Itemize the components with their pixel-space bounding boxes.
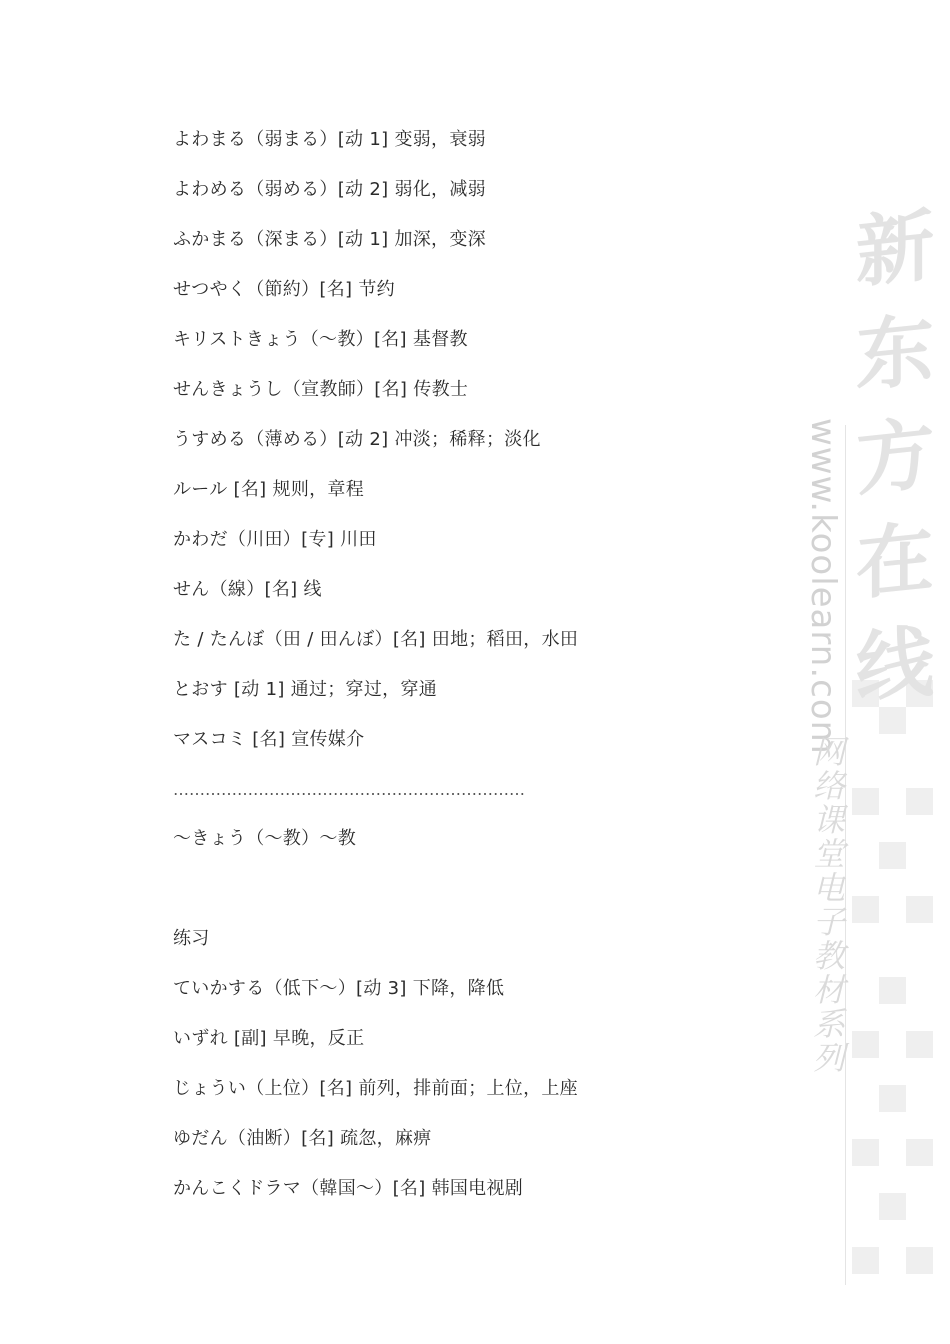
- vocab-entry: せん（線）[名] 线: [173, 579, 322, 600]
- practice-entry: ゆだん（油断）[名] 疏忽，麻痹: [173, 1128, 432, 1149]
- vocab-entry: よわまる（弱まる）[动 1] 变弱，衰弱: [173, 129, 486, 150]
- practice-entry: じょうい（上位）[名] 前列，排前面；上位，上座: [173, 1078, 578, 1099]
- watermark-url: www.koolearn.com: [803, 418, 843, 755]
- brand-char: 东: [855, 303, 934, 404]
- vocab-entry: せんきょうし（宣教師）[名] 传教士: [173, 379, 469, 400]
- practice-entry: ていかする（低下～）[动 3] 下降，降低: [173, 978, 505, 999]
- vocab-entry: とおす [动 1] 通过；穿过，穿通: [173, 679, 438, 700]
- vocab-entry: うすめる（薄める）[动 2] 冲淡；稀释；淡化: [173, 429, 541, 450]
- brand-char: 新: [855, 199, 934, 300]
- vocab-entry: かわだ（川田）[专] 川田: [173, 529, 377, 550]
- practice-entry: かんこくドラマ（韓国～）[名] 韩国电视剧: [173, 1178, 524, 1199]
- vocab-entry: せつやく（節約）[名] 节约: [173, 279, 395, 300]
- watermark-series: 网络课堂电子教材系列: [808, 735, 846, 1075]
- brand-char: 方: [855, 407, 934, 508]
- vocab-entry: ふかまる（深まる）[动 1] 加深，变深: [173, 229, 486, 250]
- vocab-entry: ルール [名] 规则，章程: [173, 479, 365, 500]
- dotted-divider: …………………………………………………………: [173, 780, 525, 799]
- brand-char: 在: [855, 511, 934, 612]
- practice-entry: いずれ [副] 早晚，反正: [173, 1028, 365, 1049]
- vocab-entry: キリストきょう（～教）[名] 基督教: [173, 329, 468, 350]
- grammar-item: ～きょう（～教）～教: [173, 828, 356, 849]
- brand-char: 线: [855, 615, 934, 716]
- watermark-brand-logo: [852, 193, 938, 722]
- practice-heading: 练习: [173, 928, 210, 949]
- vocab-entry: た / たんぼ（田 / 田んぼ）[名] 田地；稻田，水田: [173, 629, 579, 650]
- vocab-entry: マスコミ [名] 宣传媒介: [173, 729, 365, 750]
- vocab-entry: よわめる（弱める）[动 2] 弱化，减弱: [173, 179, 486, 200]
